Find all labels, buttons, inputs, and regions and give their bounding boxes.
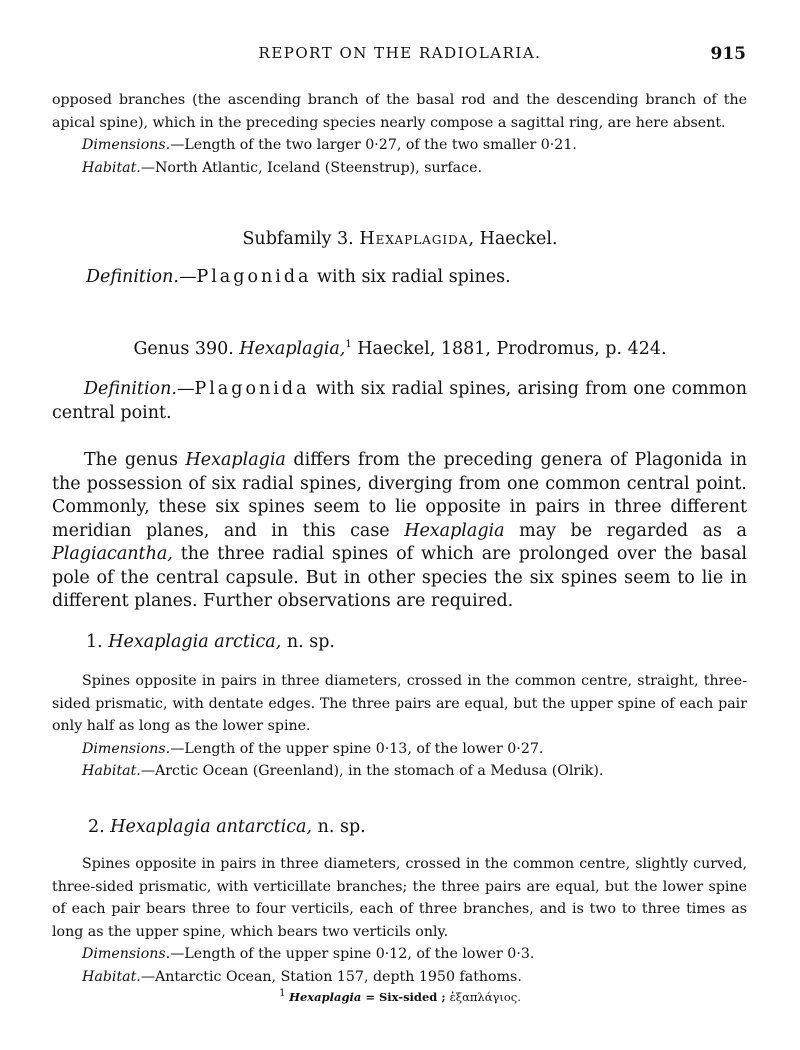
genus-prefix: Genus 390.	[133, 339, 234, 359]
species-dimensions	[52, 738, 747, 761]
footnote-reference: 1	[345, 339, 352, 351]
species-heading	[88, 816, 748, 840]
running-title: REPORT ON THE RADIOLARIA.	[258, 44, 542, 62]
habitat-text: —Arctic Ocean (Greenland), in the stomach of a Medusa (Olrik).	[140, 763, 604, 779]
habitat-label: Habitat.	[82, 159, 141, 176]
dimensions-label: Dimensions.	[82, 740, 171, 757]
group-name: Plagonida	[194, 379, 310, 399]
footnote	[0, 990, 800, 1004]
compare-genus-name: Plagiacantha,	[52, 544, 173, 564]
species-heading	[86, 631, 746, 655]
genus-name-inline: Hexaplagia	[185, 450, 286, 470]
species-description: Spines opposite in pairs in three diameters, crossed in the common centre, straight, three-sided prismatic, with dentate edges. The three pairs are equal, but the upper spine of each pair only half as long as the lower spine.	[52, 673, 747, 734]
subfamily-heading	[0, 228, 800, 252]
genus-discussion	[52, 449, 747, 614]
genus-name-inline: Hexaplagia	[404, 520, 505, 541]
habitat-text: —North Atlantic, Iceland (Steenstrup), surface.	[140, 159, 482, 176]
genus-name: Hexaplagia,	[239, 339, 346, 359]
definition-dash: —	[178, 267, 197, 287]
species-dimensions	[52, 943, 747, 966]
species-number: 1.	[86, 632, 103, 652]
species-number: 2.	[88, 817, 105, 837]
continuation-text: opposed branches (the ascending branch of the basal rod and the descending branch of the apical spine), which in the preceding species nearly compose a sagittal ring, are here absent.	[52, 92, 747, 131]
species-name: Hexaplagia antarctica,	[110, 817, 312, 837]
species-description: Spines opposite in pairs in three diameters, crossed in the common centre, slightly curved, three-sided prismatic, with verticillate branches; the three pairs are equal, but the lower spine of each pair bears three to four verticils, each of three branches, and is two to three times as long as the upper spine, which bears two verticils only.	[52, 856, 747, 940]
definition-dash: —	[176, 379, 195, 399]
habitat-label: Habitat.	[82, 968, 141, 985]
footnote-term: Hexaplagia	[289, 990, 362, 1004]
footnote-text: = Six-sided ;	[361, 990, 450, 1004]
habitat-label: Habitat.	[82, 763, 141, 779]
discussion-text: differs from the preceding genera of Plagonida in the possession of six radial spines, diverging from one common central point. Commonly, these six spines seem to lie opposite in pairs in three different meridian planes, and in this case	[52, 450, 747, 541]
continuation-dimensions	[52, 134, 747, 157]
group-name: Plagonida	[196, 267, 312, 287]
species-note: n. sp.	[281, 632, 335, 652]
dimensions-text: —Length of the upper spine 0·12, of the lower 0·3.	[170, 946, 535, 962]
footnote-greek: ἑξαπλάγιος.	[449, 990, 521, 1004]
discussion-text: the three radial spines of which are prolonged over the basal pole of the central capsule. But in other species the six spines seem to lie in different planes. Further observations are required.	[52, 544, 747, 611]
habitat-text: —Antarctic Ocean, Station 157, depth 1950 fathoms.	[140, 968, 522, 985]
subfamily-prefix: Subfamily 3.	[242, 229, 354, 249]
dimensions-text: —Length of the upper spine 0·13, of the lower 0·27.	[170, 740, 544, 757]
species-block	[52, 853, 747, 988]
definition-label: Definition.	[84, 379, 177, 399]
subfamily-definition	[86, 266, 756, 290]
discussion-text: The genus	[84, 450, 186, 470]
discussion-text: may be regarded as a	[504, 520, 747, 541]
dimensions-label: Dimensions.	[82, 946, 171, 962]
species-note: n. sp.	[312, 817, 366, 837]
genus-definition	[52, 378, 747, 425]
page-number: 915	[710, 44, 746, 64]
continuation-habitat	[52, 157, 747, 180]
footnote-mark: 1	[279, 988, 286, 1000]
species-name: Hexaplagia arctica,	[108, 632, 282, 652]
subfamily-author: , Haeckel.	[468, 229, 558, 249]
definition-text: with six radial spines.	[311, 267, 511, 287]
species-block	[52, 670, 747, 783]
definition-label: Definition.	[86, 267, 179, 287]
species-habitat	[52, 760, 747, 783]
genus-heading	[0, 338, 800, 362]
continuation-block	[52, 89, 747, 179]
dimensions-label: Dimensions.	[82, 137, 171, 153]
genus-citation: Haeckel, 1881, Prodromus, p. 424.	[351, 339, 667, 359]
definition-text: with six radial spines, arising from one common central point.	[52, 379, 747, 423]
dimensions-text: —Length of the two larger 0·27, of the two smaller 0·21.	[170, 137, 577, 153]
subfamily-name: Hexaplagida	[359, 229, 469, 249]
species-habitat	[52, 966, 747, 989]
